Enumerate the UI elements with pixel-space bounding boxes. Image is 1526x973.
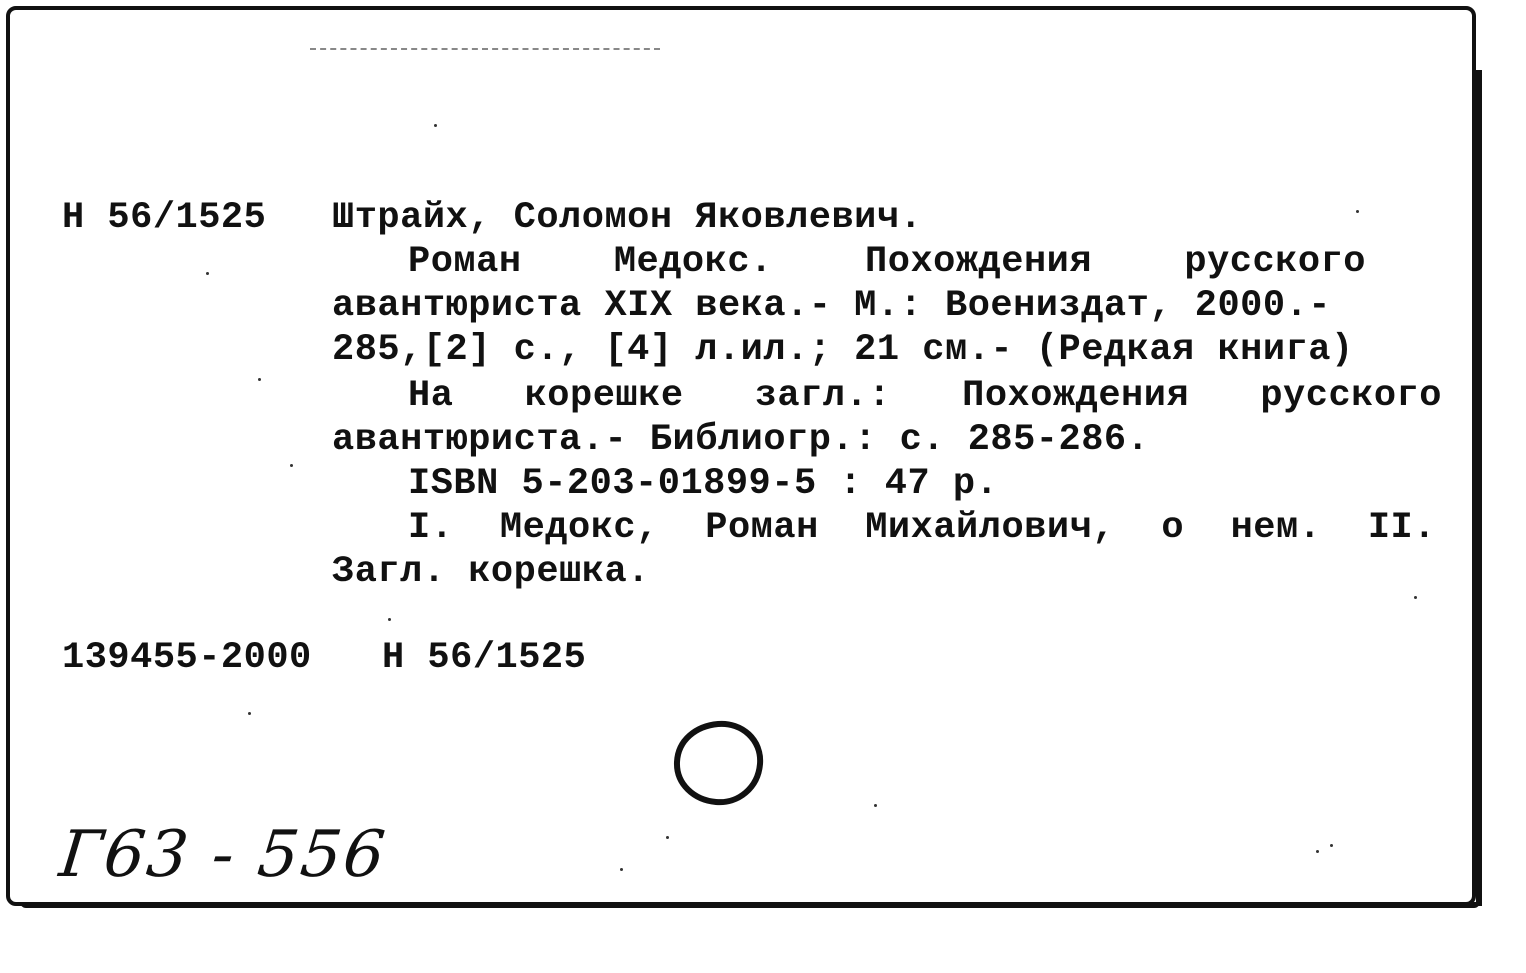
collation-line: 285,[2] с., [4] л.ил.; 21 см.- (Редкая книга)	[332, 329, 1354, 371]
card-edge-bottom	[20, 902, 1480, 908]
speck	[1330, 844, 1333, 847]
title-word: Похождения	[865, 241, 1093, 283]
title-word: русского	[1184, 241, 1366, 283]
note-word: На	[408, 375, 454, 417]
top-dashed-rule	[310, 48, 660, 50]
speck	[258, 378, 261, 381]
speck	[434, 124, 437, 127]
punch-hole-icon	[672, 720, 764, 806]
speck	[388, 618, 391, 621]
note-word: русского	[1260, 375, 1442, 417]
footer-number: 139455-2000	[62, 637, 312, 679]
tracings-line-2: Загл. корешка.	[332, 551, 650, 593]
speck	[290, 464, 293, 467]
imprint-line: авантюриста XIX века.- М.: Воениздат, 2000.-	[332, 285, 1331, 327]
speck	[666, 836, 669, 839]
note-line	[408, 374, 1442, 418]
author-heading: Штрайх, Соломон Яковлевич.	[332, 197, 923, 239]
speck	[1356, 210, 1359, 213]
note-line-2: авантюриста.- Библиогр.: с. 285-286.	[332, 419, 1150, 461]
tracing-item: Роман Михайлович, о нем.	[705, 507, 1322, 549]
card-edge-right	[1476, 70, 1482, 906]
note-word: корешке	[524, 375, 684, 417]
tracing-item: I.	[408, 507, 454, 549]
speck	[874, 804, 877, 807]
speck	[1414, 596, 1417, 599]
isbn-line: ISBN 5-203-01899-5 : 47 р.	[408, 463, 999, 505]
note-word: загл.:	[754, 375, 891, 417]
title-word: Медокс.	[613, 241, 773, 283]
tracing-item: II.	[1367, 507, 1436, 549]
call-number: Н 56/1525	[62, 197, 267, 239]
title-line	[408, 240, 1366, 284]
speck	[206, 272, 209, 275]
speck	[620, 868, 623, 871]
title-word: Роман	[408, 241, 522, 283]
handwritten-shelf-mark: Г63 - 556	[56, 818, 391, 892]
note-word: Похождения	[962, 375, 1190, 417]
tracing-item: Медокс,	[499, 507, 659, 549]
speck	[1316, 850, 1319, 853]
speck	[248, 712, 251, 715]
footer-call-number: Н 56/1525	[382, 637, 587, 679]
tracings-line	[408, 506, 1436, 550]
